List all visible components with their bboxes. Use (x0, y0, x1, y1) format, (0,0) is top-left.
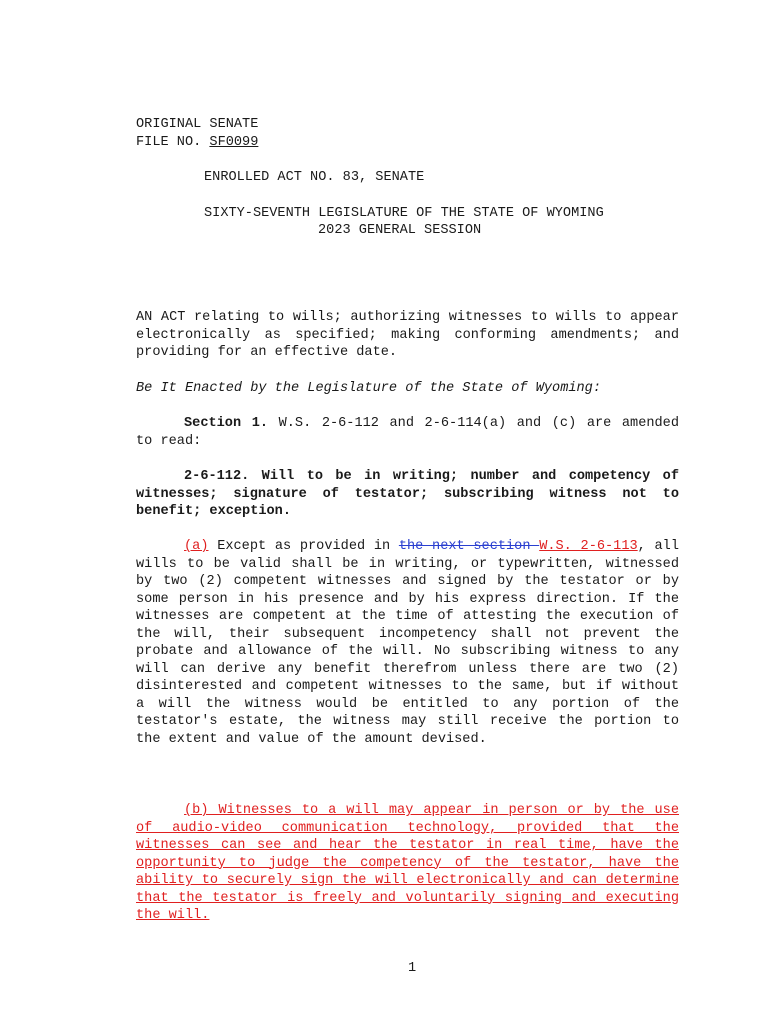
session-line: 2023 GENERAL SESSION (318, 223, 482, 238)
page-number: 1 (408, 961, 417, 976)
section-1-label: Section 1. (184, 416, 269, 431)
subsection-a (136, 538, 679, 748)
file-number-line (136, 134, 258, 152)
file-number-prefix: FILE NO. (136, 135, 210, 150)
original-senate-label: ORIGINAL SENATE (136, 117, 259, 132)
file-number: SF0099 (209, 135, 259, 150)
enrolled-act-line: ENROLLED ACT NO. 83, SENATE (204, 170, 425, 185)
statute-heading: 2-6-112. Will to be in writing; number and competency of witnesses; signature of testator; subscribing witness not to benefit; exception. (136, 469, 679, 519)
legislature-line: SIXTY-SEVENTH LEGISLATURE OF THE STATE OF WYOMING (204, 206, 604, 221)
subsection-a-label: (a) (184, 539, 209, 554)
section-1-text: W.S. 2-6-112 and 2-6-114(a) and (c) are amended to read: (136, 416, 679, 449)
inserted-reference: W.S. 2-6-113 (539, 539, 638, 554)
enacting-clause: Be It Enacted by the Legislature of the State of Wyoming: (136, 381, 601, 396)
section-1-paragraph (136, 415, 679, 450)
deleted-text: the next section (398, 539, 540, 554)
subsection-a-text-after: , all wills to be valid shall be in writing, or typewritten, witnessed by two (2) competent witnesses and signed by the testator or by some person in his presence and by his express direction. If the witnesses are competent at the time of attesting the execution of the will, their subsequent incompetency shall not prevent the probate and allowance of the will. No subscribing witness to any will can derive any benefit therefrom unless there are two (2) disinterested and competent witnesses to the same, but if without a will the witness would be entitled to any portion of the testator's estate, the witness may still receive the portion to the extent and value of the amount devised. (136, 539, 679, 747)
act-title: AN ACT relating to wills; authorizing witnesses to wills to appear electronically as specified; making conforming amendments; and providing for an effective date. (136, 310, 679, 360)
subsection-b-inserted: (b) Witnesses to a will may appear in person or by the use of audio-video communication technology, provided that the witnesses can see and hear the testator in real time, have the opportunity to judge the competency of the testator, have the ability to securely sign the will electronically and can determine that the testator is freely and voluntarily signing and executing the will. (136, 803, 679, 923)
subsection-a-text-before: Except as provided in (208, 539, 399, 554)
